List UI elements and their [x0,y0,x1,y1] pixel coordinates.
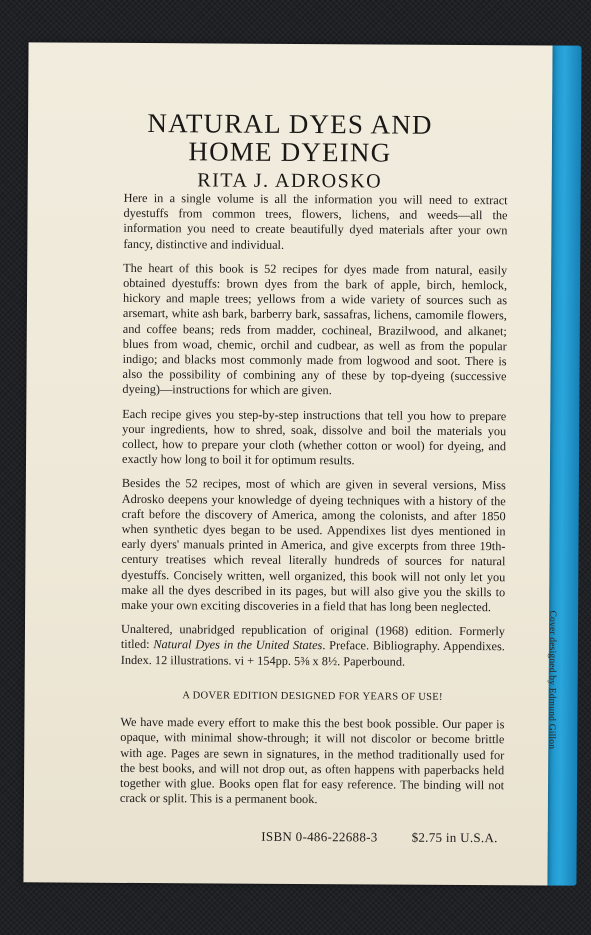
edition-heading: A DOVER EDITION DESIGNED FOR YEARS OF USE! [182,690,443,703]
republication-note [121,622,505,670]
price: $2.75 in U.S.A. [411,829,498,846]
price-footer [120,828,504,846]
book-back-cover [23,42,581,885]
title-line-2: HOME DYEING [188,136,392,168]
isbn: ISBN 0-486-22688-3 [261,829,378,845]
cover-paper [23,42,558,885]
paragraph-3: Each recipe gives you step-by-step instructions that tell you how to prepare your ingredients, how to shred, soak, dissolve and boil the materials you collect, how to prepare your cloth (whether cotton or wool) for dyeing, and exactly how long to boil it for optimum results. [121,406,507,468]
paragraph-1: Here in a single volume is all the information you will need to extract dyestuffs from common trees, flowers, lichens, and weeds—all the information you need to create beautifully dyed materials after your own fancy, distinctive and individual. [123,190,508,252]
blurb-text [120,191,508,846]
paragraph-4: Besides the 52 recipes, most of which are given in several versions, Miss Adrosko deepens your knowledge of dyeing techniques with a history of the craft before the discovery of America, among the colonists, and after 1850 when synthetic dyes began to be used. Appendixes list dyes mentioned in early dyers' manuals printed in America, and give excerpts from three 19th-century treatises which reveal literally hundreds of sources for natural dyestuffs. Concisely written, well organized, this book will not only let you make all the dyes described in its pages, but will also give you the skills to make your own exciting discoveries in a field that has long been neglected. [121,476,506,615]
republication-tail: . Preface. Bibliography. Appendixes. Index. 12 illustrations. vi + 154pp. 5⅜ x 8½. Paperbound. [120,638,505,669]
cover-design-credit: Cover designed by Edmund Gillon [546,610,558,750]
book-title [28,108,552,167]
author-name: RITA J. ADROSKO [197,169,383,193]
republication-lead: Unaltered, unabridged republication of original (1968) edition. Formerly titled: [120,622,506,652]
former-title: Natural Dyes in the United States [153,637,323,653]
title-line-1: NATURAL DYES AND [147,108,433,140]
edition-text: We have made every effort to make this the best book possible. Our paper is opaque, with minimal show-through; it will not discolor or become brittle with age. Pages are sewn in signatures, in the method traditionally used for the best books, and will not drop out, as often happens with paperbacks held together with glue. Books open flat for easy reference. The binding will not crack or split. This is a permanent book. [119,714,505,807]
paragraph-2: The heart of this book is 52 recipes for dyes made from natural, easily obtained dyestuffs: brown dyes from the bark of apple, birch, hemlock, hickory and maple trees; yellows from a wide variety of sources such as arsemart, white ash bark, barberry bark, sassafras, lichens, camomile flowers, and coffee beans; reds from madder, cochineal, Brazilwood, and alkanet; blues from woad, chemic, orchil and cudbear, as well as from the popular indigo; and blacks most commonly made from logwood and soot. There is also the possibility of combining any of these by top-dyeing (successive dyeing)—instructions for which are given. [122,260,508,398]
